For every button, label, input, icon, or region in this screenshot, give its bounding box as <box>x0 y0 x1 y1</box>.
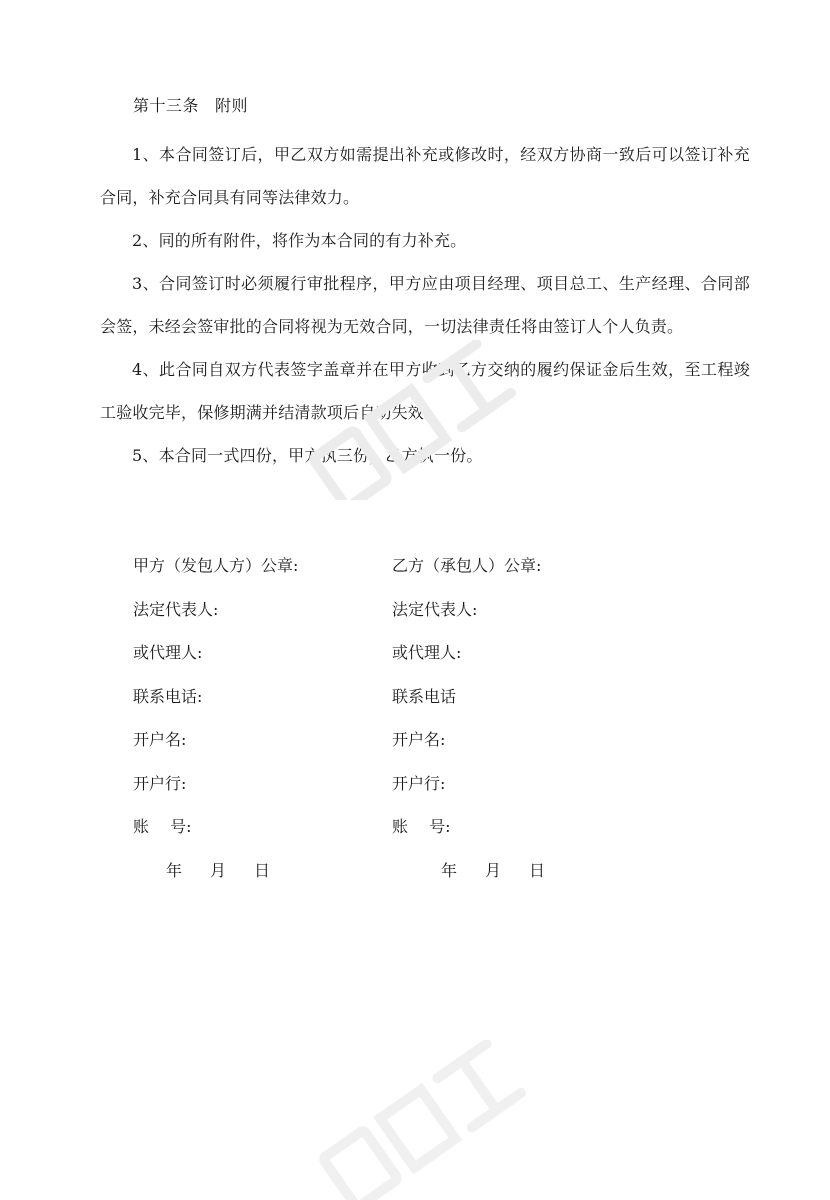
party-a-legal-rep-label: 法定代表人: <box>133 599 219 619</box>
party-b-account-name-label: 开户名: <box>392 730 446 749</box>
party-a-account-no-label: 账 号: <box>133 817 192 836</box>
party-b-legal-rep-label: 法定代表人: <box>392 599 478 619</box>
clause-list <box>100 133 750 477</box>
party-a-account-name-label: 开户名: <box>133 730 187 749</box>
party-b-date-day: 日 <box>529 861 546 880</box>
party-a-seal-label: 甲方（发包人方）公章: <box>133 556 299 575</box>
party-a-agent-label: 或代理人: <box>133 643 203 662</box>
party-a-bank-label: 开户行: <box>133 773 187 793</box>
party-b-date-month: 月 <box>485 861 502 880</box>
party-b-signature-block <box>392 548 541 853</box>
party-a-phone-label: 联系电话: <box>133 686 203 706</box>
party-b-account-no-label: 账 号: <box>392 817 451 836</box>
article-title <box>133 94 248 118</box>
party-b-seal-label: 乙方（承包人）公章: <box>392 556 542 575</box>
clause-3: 3、合同签订时必须履行审批程序，甲方应由项目经理、项目总工、生产经理、合同部会签，未经会签审批的合同将视为无效合同，一切法律责任将由签订人个人负责。 <box>100 274 750 336</box>
party-a-date-year: 年 <box>166 861 183 880</box>
clause-1: 1、本合同签订后，甲乙双方如需提出补充或修改时，经双方协商一致后可以签订补充合同，补充合同具有同等法律效力。 <box>100 145 750 207</box>
article-number: 第十三条 <box>133 96 200 115</box>
party-a-date <box>166 857 270 885</box>
article-name: 附则 <box>215 96 249 115</box>
party-b-date <box>441 857 545 885</box>
party-b-agent-label: 或代理人: <box>392 643 462 662</box>
party-a-signature-block <box>133 548 298 853</box>
party-b-bank-label: 开户行: <box>392 773 446 793</box>
party-b-phone-label: 联系电话 <box>392 686 457 706</box>
party-a-date-day: 日 <box>254 861 271 880</box>
clause-5: 5、本合同一式四份，甲方执三份，乙方执一份。 <box>132 446 483 465</box>
party-b-date-year: 年 <box>441 861 458 880</box>
clause-2: 2、同的所有附件，将作为本合同的有力补充。 <box>132 231 467 250</box>
party-a-date-month: 月 <box>210 861 227 880</box>
clause-4: 4、此合同自双方代表签字盖章并在甲方收到乙方交纳的履约保证金后生效，至工程竣工验收完毕，保修期满并结清款项后自动失效。 <box>100 360 750 422</box>
watermark-graphic-bottom <box>300 1040 560 1200</box>
